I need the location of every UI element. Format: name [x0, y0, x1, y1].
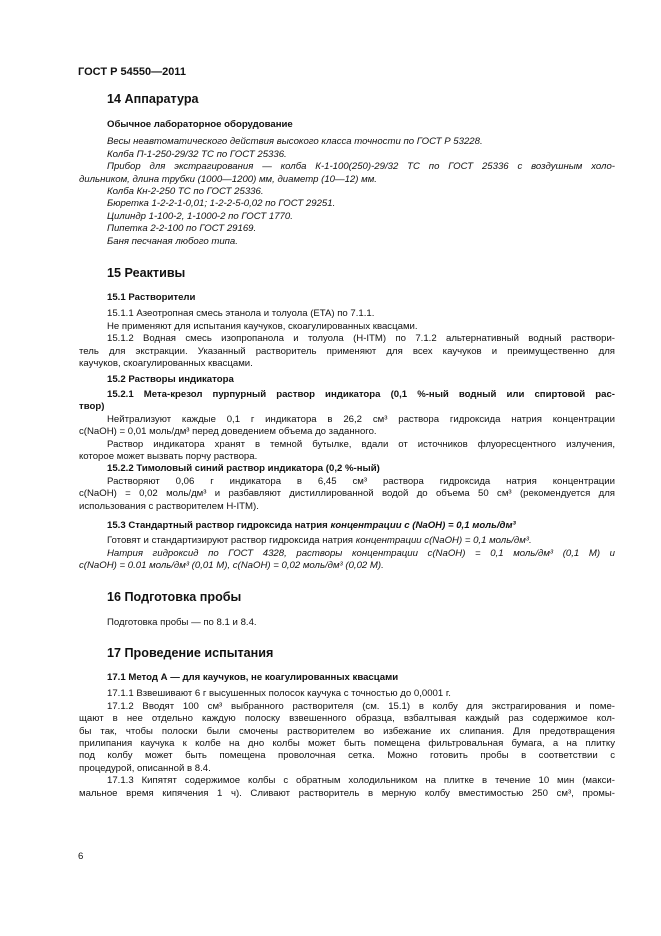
subsection-15-1: 15.1 Растворители — [107, 292, 196, 304]
paragraph-text: использования с растворителем H-ITM). — [79, 500, 259, 512]
paragraph-text: Нейтрализуют каждые 0,1 г индикатора в 26,2 см³ раствора гидроксида натрия концентрации — [107, 413, 615, 425]
paragraph-text: Не применяют для испытания каучуков, скоагулированных квасцами. — [107, 320, 418, 332]
subsection-15-2: 15.2 Растворы индикатора — [107, 373, 234, 385]
paragraph-text: Натрия гидроксид по ГОСТ 4328, растворы концентрации c(NaOH) = 0,1 моль/дм³ (0,1 М) и — [107, 547, 615, 559]
paragraph-17-1-2: 17.1.2 Вводят 100 см³ выбранного растворителя (см. 15.1) в колбу для экстрагирования и поме- — [107, 700, 615, 712]
section-17-title: 17 Проведение испытания — [107, 646, 274, 660]
equipment-subtitle: Обычное лабораторное оборудование — [107, 119, 293, 130]
subsection-17-1: 17.1 Метод А — для каучуков, не коагулированных квасцами — [107, 672, 399, 683]
paragraph-text: c(NaOH) = 0,02 моль/дм³ и разбавляют дистиллированной водой до объема 50 см³ (рекомендуется для — [79, 488, 615, 500]
paragraph-text: под колбу может быть помещена проволочная сетка. Можно готовить пробы в соответствии с — [79, 750, 615, 762]
paragraph-16: Подготовка пробы — по 8.1 и 8.4. — [107, 616, 257, 628]
equipment-line: Цилиндр 1-100-2, 1-1000-2 по ГОСТ 1770. — [107, 210, 293, 222]
paragraph-text: Раствор индикатора хранят в темной бутылке, вдали от источников флуоресцентного излучения, — [107, 438, 615, 450]
paragraph-text-italic: концентрации c(NaOH) = 0,1 моль/дм³. — [355, 535, 532, 547]
equipment-line: Бюретка 1-2-2-1-0,01; 1-2-2-5-0,02 по ГОСТ 29251. — [107, 198, 336, 210]
paragraph-text: каучуков, скоагулированных квасцами. — [79, 358, 253, 370]
paragraph-text: c(NaOH) = 0.01 моль/дм³ (0,01 М), c(NaOH) = 0,02 моль/дм³ (0,02 М). — [79, 560, 384, 572]
paragraph-15-3 — [79, 535, 615, 547]
equipment-line: Колба П-1-250-29/32 ТС по ГОСТ 25336. — [107, 148, 287, 160]
section-16-title: 16 Подготовка пробы — [107, 589, 242, 604]
heading-15-3-italic: концентрации c (NaOH) = 0,1 моль/дм³ — [330, 519, 516, 531]
equipment-line: Баня песчаная любого типа. — [107, 235, 238, 247]
paragraph-17-1-3: 17.1.3 Кипятят содержимое колбы с обратным холодильником на плитке в течение 10 мин (макси- — [107, 775, 615, 787]
heading-15-2-2: 15.2.2 Тимоловый синий раствор индикатора (0,2 %-ный) — [107, 463, 380, 475]
paragraph-15-1-2: 15.1.2 Водная смесь изопропанола и толуола (H-ITM) по 7.1.2 альтернативный водный раствори- — [107, 333, 615, 345]
equipment-line: Пипетка 2-2-100 по ГОСТ 29169. — [107, 223, 257, 235]
paragraph-text: процедурой, описанной в 8.4. — [79, 762, 211, 774]
paragraph-15-1-1: 15.1.1 Азеотропная смесь этанола и толуола (ETA) по 7.1.1. — [107, 308, 375, 320]
paragraph-text: тель для экстракции. Указанный растворитель применяют для всех каучуков и преимущественно для — [79, 345, 615, 357]
section-14-title: 14 Аппаратура — [107, 92, 199, 106]
paragraph-text: бы так, чтобы полоски были смочены растворителем во избежание их слипания. Для предотвращения — [79, 725, 615, 737]
section-15-title: 15 Реактивы — [107, 266, 186, 281]
heading-15-2-1-cont: твор) — [79, 401, 105, 413]
paragraph-text: которое может вызвать порчу раствора. — [79, 450, 258, 462]
equipment-line: дильником, длина трубки (1000—1200) мм, диаметр (10—12) мм. — [79, 173, 377, 185]
paragraph-17-1-1: 17.1.1 Взвешивают 6 г высушенных полосок каучука с точностью до 0,0001 г. — [107, 688, 451, 700]
heading-15-3-bold: 15.3 Стандартный раствор гидроксида натрия — [107, 519, 328, 531]
paragraph-text: прилипания каучука к колбе на дно колбы может быть помещена фильтровальная бумага, а на плитку — [79, 738, 615, 750]
paragraph-text: Растворяют 0,06 г индикатора в 6,45 см³ раствора гидроксида натрия концентрации — [107, 475, 615, 487]
paragraph-text: c(NaOH) = 0,01 моль/дм³ перед доведением объема до заданного. — [79, 426, 377, 438]
document-body — [79, 92, 615, 800]
equipment-line: Прибор для экстрагирования — колба К-1-100(250)-29/32 ТС по ГОСТ 25336 с воздушным холо- — [107, 161, 615, 173]
subsection-15-3 — [79, 520, 615, 532]
paragraph-text: щают в нее отдельно каждую полоску взвешенного образца, взбалтывая каждый раз содержимое кол- — [79, 713, 615, 725]
equipment-line: Весы неавтоматического действия высокого класса точности по ГОСТ Р 53228. — [107, 136, 483, 148]
page-number: 6 — [78, 851, 84, 862]
equipment-line: Колба Кн-2-250 ТС по ГОСТ 25336. — [107, 186, 264, 198]
document-header: ГОСТ Р 54550—2011 — [78, 66, 186, 78]
paragraph-text: мальное время кипячения 1 ч). Сливают растворитель в мерную колбу вместимостью 250 см³, промы- — [79, 787, 615, 799]
paragraph-text: Готовят и стандартизируют раствор гидроксида натрия — [107, 535, 354, 547]
heading-15-2-1: 15.2.1 Мета-крезол пурпурный раствор индикатора (0,1 %-ный водный или спиртовой рас- — [107, 388, 615, 400]
